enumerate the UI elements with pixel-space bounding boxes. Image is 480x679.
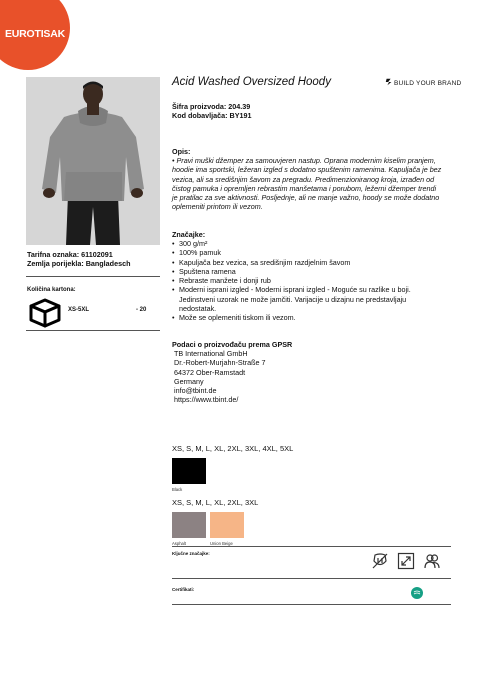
carton-qty-label: Količina kartona: — [27, 287, 76, 293]
gpsr-heading: Podaci o proizvođaču prema GPSR — [172, 340, 293, 349]
feature-item: • Spuštena ramena — [172, 267, 442, 276]
product-photo — [26, 77, 160, 245]
swatch-union-beige-label: Union Beige — [210, 541, 233, 546]
key-features-label: Ključne značajke: — [172, 551, 210, 556]
swatch-asphalt[interactable] — [172, 512, 206, 538]
feature-item: • 100% pamuk — [172, 248, 442, 257]
features-list — [172, 239, 442, 323]
left-divider-bottom — [26, 330, 160, 331]
gpsr-website[interactable]: https://www.tbint.de/ — [174, 395, 239, 405]
unisex-icon — [423, 552, 441, 570]
feature-item: • 300 g/m² — [172, 239, 442, 248]
certificates-top-border — [172, 578, 451, 579]
supplier-code: Kod dobavljača: BY191 — [172, 111, 252, 120]
left-divider — [26, 276, 160, 277]
carton-box-icon — [28, 298, 62, 333]
description-heading: Opis: — [172, 147, 191, 156]
oversized-fit-icon — [397, 552, 415, 570]
country-of-origin: Zemlja porijekla: Bangladesch — [27, 259, 131, 268]
feature-item: • Kapuljača bez vezica, sa središnjim razdjelnim šavom — [172, 258, 442, 267]
gpsr-address — [174, 349, 374, 405]
product-title: Acid Washed Oversized Hoody — [172, 76, 331, 88]
features-heading: Značajke: — [172, 230, 206, 239]
feature-item: • Može se oplemeniti tiskom ili vezom. — [172, 313, 442, 322]
feature-item: • Rebraste manžete i donji rub — [172, 276, 442, 285]
gpsr-line: TB International GmbH — [174, 349, 248, 358]
gpsr-line: Dr.-Robert-Murjahn-Straße 7 — [174, 358, 266, 368]
build-your-brand-logo-icon — [385, 78, 393, 86]
gpsr-email[interactable]: info@tbint.de — [174, 386, 217, 396]
sizes-group-1: XS, S, M, L, XL, 2XL, 3XL, 4XL, 5XL — [172, 444, 294, 453]
swatch-union-beige[interactable] — [210, 512, 244, 538]
certificates-label: Certifikati: — [172, 587, 195, 592]
certificates-bottom-border — [172, 604, 451, 605]
product-code: Šifra proizvoda: 204.39 — [172, 102, 251, 111]
brand-text: BUILD YOUR BRAND — [394, 80, 462, 87]
description-text: • Pravi muški džemper za samouvjeren nastup. Oprana modernim kiselim pranjem, hoodie ima sportski, ležeran izgled s dodatno spuštenim ramenima. Kapuljača je bez vezica, ali sa središnjim šavom za pregradu. Predimenzioniranog kroja, izrađen od čistog pamuka i opremljen rebrastim manšetama i porubom, ležerni džemper trendi je pratilac za sve aktivnosti. Posljednje, ali ne manje važno, hoody se može dodatno oplemeniti printom ili vezom. — [172, 156, 442, 212]
brand-label — [385, 78, 461, 87]
gpsr-line: 64372 Ober-Ramstadt — [174, 367, 246, 377]
hoodie-model-image — [26, 77, 160, 245]
swatch-black-label: Black — [172, 487, 183, 492]
swatch-asphalt-label: Asphalt — [172, 541, 186, 546]
feature-item: • Moderni isprani izgled - Moderni isprani izgled - Moguće su razlike u boji. Jedinstveni uzorak ne može jamčiti. Varijacije u dizajnu ne predstavljaju nedostatak. — [172, 285, 442, 313]
no-drawstring-icon — [371, 552, 389, 570]
gpsr-line: Germany — [174, 376, 204, 386]
swatch-black[interactable] — [172, 458, 206, 484]
carton-quantity: - 20 — [136, 307, 147, 313]
certificate-icon — [411, 586, 423, 598]
logo-text: EUROTISAK — [4, 28, 66, 40]
eurotisak-logo — [0, 0, 70, 70]
sizes-group-2: XS, S, M, L, XL, 2XL, 3XL — [172, 498, 259, 507]
tariff-code: Tarifna oznaka: 61102091 — [27, 250, 113, 259]
carton-size-range: XS-5XL — [68, 307, 90, 313]
key-features-top-border — [172, 546, 451, 547]
